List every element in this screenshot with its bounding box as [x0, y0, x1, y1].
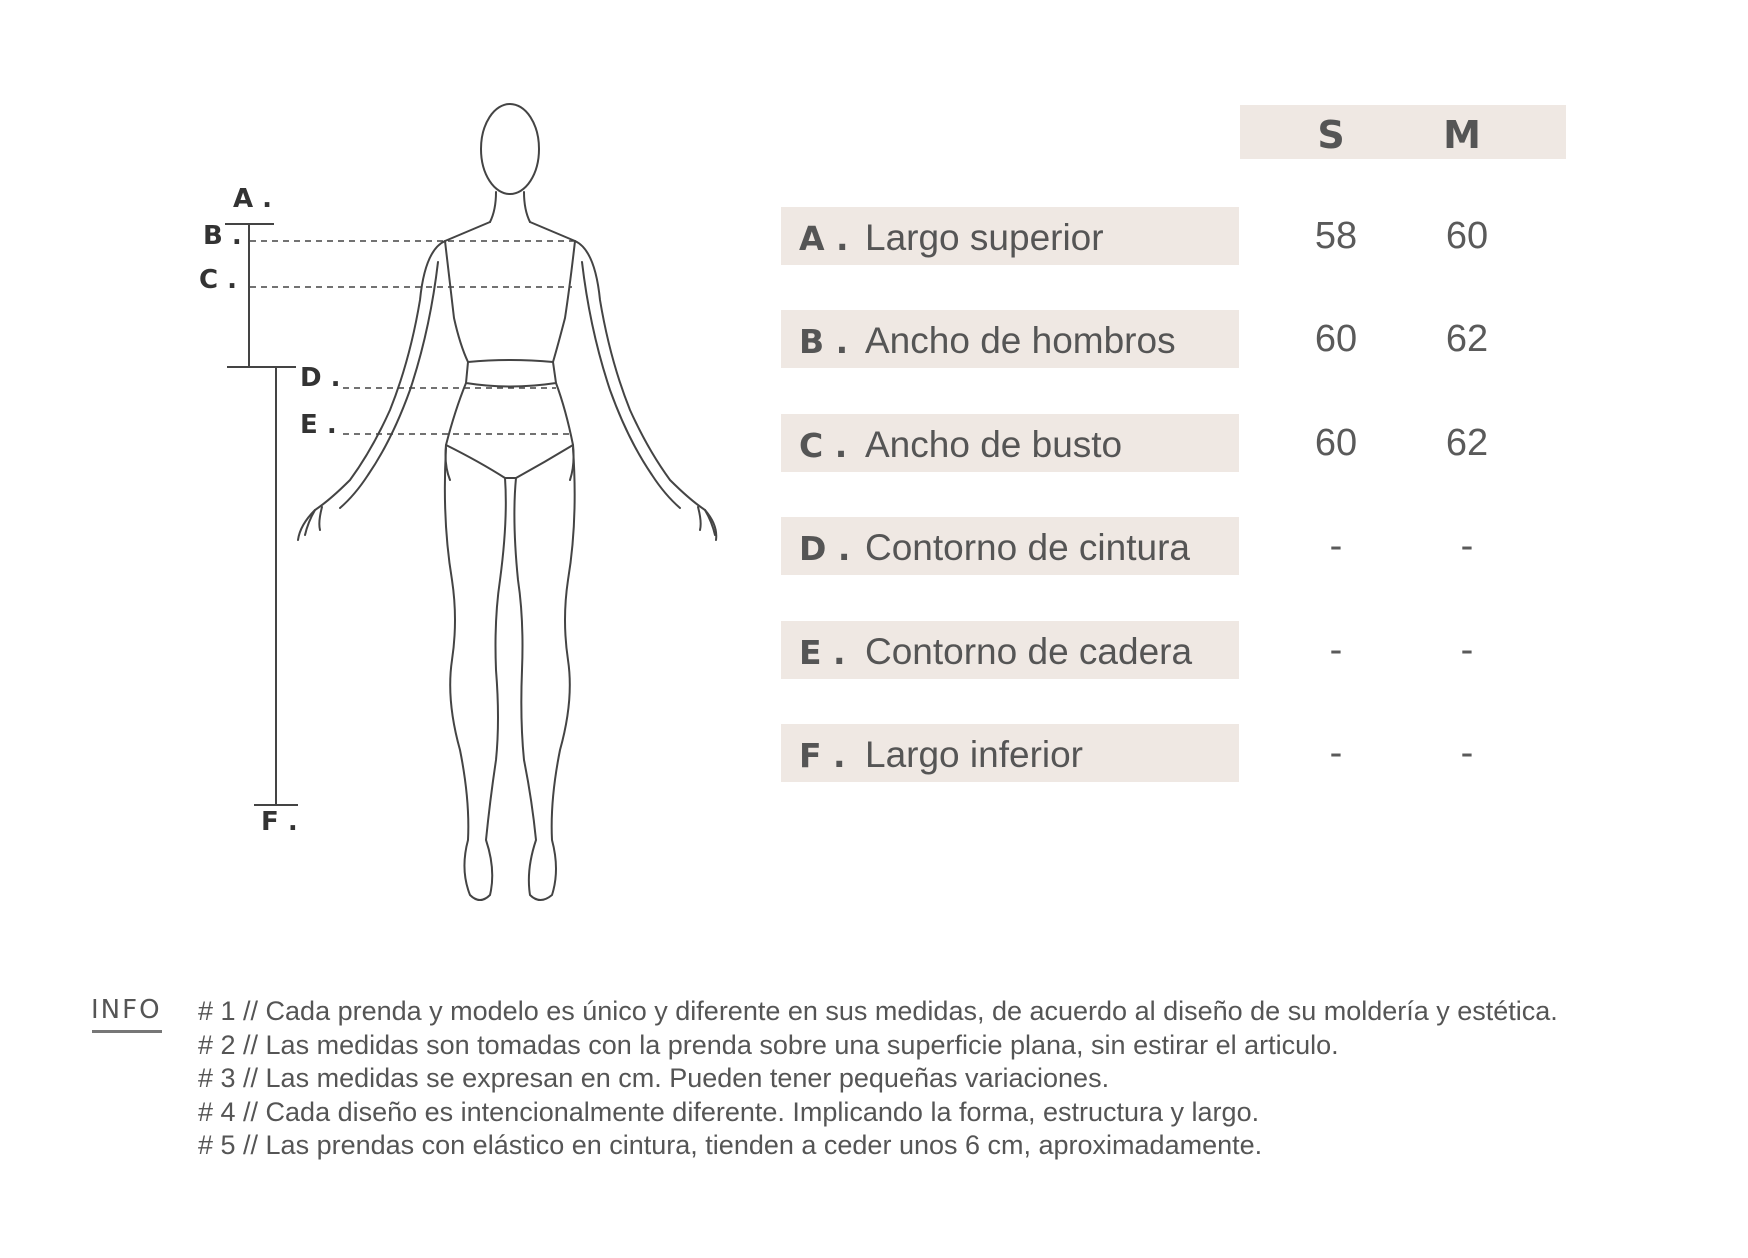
row-value-m: 60: [1445, 215, 1489, 257]
row-name: Ancho de hombros: [865, 320, 1176, 361]
info-note-1: # 1 // Cada prenda y modelo es único y diferente en sus medidas, de acuerdo al diseño de su moldería y estética.: [198, 996, 1558, 1026]
measurement-row-d: [781, 517, 1748, 575]
row-letter: D .: [799, 529, 851, 568]
measurement-row-e: [781, 621, 1748, 679]
size-s-header: S: [1317, 113, 1345, 157]
marker-a-label: A .: [233, 184, 273, 214]
row-letter: B .: [799, 322, 849, 361]
measurement-row-f: [781, 724, 1748, 782]
row-value-s: 58: [1314, 215, 1358, 257]
row-value-m: 62: [1445, 422, 1489, 464]
marker-b-label: B .: [203, 221, 242, 251]
row-name: Ancho de busto: [865, 424, 1123, 465]
row-name: Contorno de cintura: [865, 527, 1190, 568]
row-letter: F .: [799, 736, 846, 775]
measurement-row-c: [781, 414, 1748, 472]
row-value-m: -: [1460, 732, 1474, 774]
info-note-3: # 3 // Las medidas se expresan en cm. Pueden tener pequeñas variaciones.: [198, 1063, 1110, 1093]
measurement-row-b: [781, 310, 1748, 368]
row-name: Largo superior: [865, 217, 1104, 258]
info-note-4: # 4 // Cada diseño es intencionalmente diferente. Implicando la forma, estructura y largo.: [198, 1096, 1260, 1127]
row-name: Largo inferior: [865, 734, 1084, 775]
measurement-scale: [225, 224, 298, 805]
info-notes: [198, 995, 1728, 1163]
mannequin-outline: [298, 104, 716, 900]
row-value-s: -: [1329, 525, 1343, 567]
row-value-m: -: [1460, 525, 1474, 567]
row-value-m: -: [1460, 629, 1474, 671]
row-value-s: -: [1329, 732, 1343, 774]
row-value-m: 62: [1445, 318, 1489, 360]
marker-f-label: F .: [261, 807, 298, 837]
measurement-row-a: [781, 207, 1748, 265]
info-underline: [92, 1030, 162, 1033]
row-letter: C .: [799, 426, 848, 465]
row-name: Contorno de cadera: [865, 631, 1193, 672]
row-value-s: 60: [1314, 318, 1358, 360]
size-m-header: M: [1443, 113, 1481, 157]
row-letter: E .: [799, 633, 846, 672]
row-value-s: 60: [1314, 422, 1358, 464]
marker-d-label: D .: [300, 363, 341, 393]
row-letter: A .: [799, 219, 849, 258]
info-note-2: # 2 // Las medidas son tomadas con la prenda sobre una superficie plana, sin estirar el articulo.: [198, 1029, 1339, 1060]
marker-e-label: E .: [300, 410, 337, 440]
row-value-s: -: [1329, 629, 1343, 671]
size-header: [1240, 105, 1566, 159]
info-label: INFO: [91, 995, 162, 1025]
info-note-5: # 5 // Las prendas con elástico en cintura, tienden a ceder unos 6 cm, aproximadamente.: [198, 1130, 1263, 1160]
marker-c-label: C .: [199, 265, 238, 295]
